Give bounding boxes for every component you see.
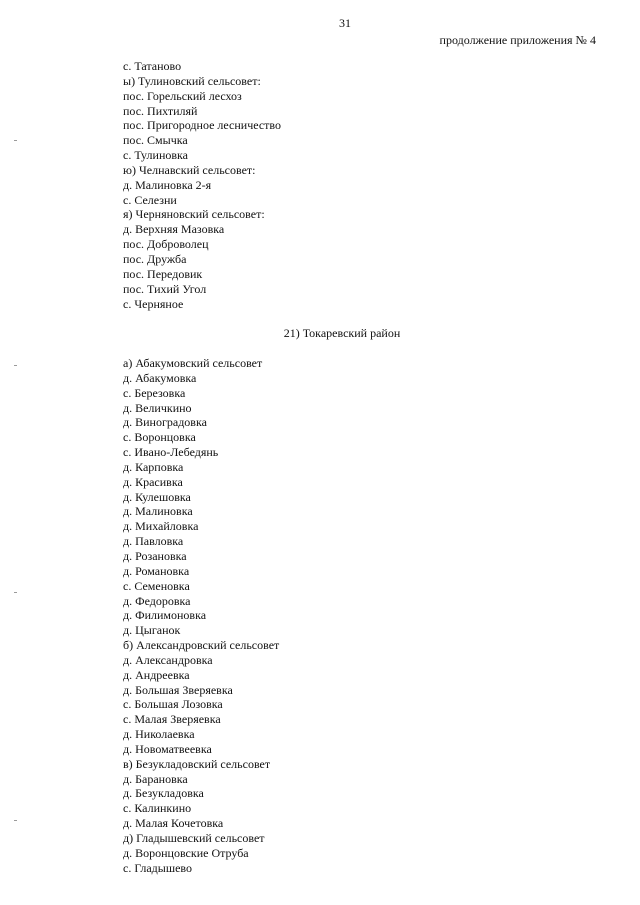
settlement-list-top	[123, 59, 281, 311]
scan-margin-mark	[14, 820, 17, 821]
list-item: д. Красивка	[123, 474, 183, 489]
list-item: с. Воронцовка	[123, 430, 196, 445]
list-item: с. Калинкино	[123, 801, 192, 816]
page-number: 31	[339, 16, 351, 30]
list-item: д. Андреевка	[123, 667, 190, 682]
list-item: д. Виноградовка	[123, 415, 207, 430]
list-item: д. Малиновка	[123, 504, 193, 519]
list-item: д. Кулешовка	[123, 489, 191, 504]
list-item: д) Гладышевский сельсовет	[123, 831, 265, 845]
list-item: с. Черняное	[123, 296, 184, 311]
list-item: д. Николаевка	[123, 727, 195, 742]
list-item: в) Безукладовский сельсовет	[123, 756, 271, 771]
list-item: д. Воронцовские Отруба	[123, 845, 249, 860]
list-item: д. Александровка	[123, 652, 213, 667]
list-item: д. Барановка	[123, 771, 188, 786]
list-item: д. Большая Зверяевка	[123, 682, 233, 697]
scan-margin-mark	[14, 592, 17, 593]
continuation-note: продолжение приложения № 4	[439, 33, 596, 47]
list-item: пос. Пригородное лесничество	[123, 118, 282, 133]
list-item: д. Малая Кочетовка	[123, 816, 224, 831]
list-item: д. Безукладовка	[123, 786, 204, 801]
section-heading: 21) Токаревский район	[283, 326, 401, 340]
list-item: д. Цыганок	[123, 623, 181, 638]
settlement-list-bottom	[123, 356, 279, 876]
scan-margin-mark	[14, 140, 17, 141]
list-item: д. Новоматвеевка	[123, 741, 212, 756]
list-item: д. Величкино	[123, 400, 192, 415]
list-item: пос. Тихий Угол	[123, 281, 207, 296]
scan-margin-mark	[14, 365, 17, 366]
list-item: пос. Доброволец	[123, 237, 209, 252]
list-item: с. Березовка	[123, 385, 186, 400]
list-item: д. Карповка	[123, 459, 184, 474]
list-item: д. Абакумовка	[123, 370, 197, 385]
list-item: д. Розановка	[123, 548, 187, 563]
list-item: д. Федоровка	[123, 593, 191, 608]
list-item: с. Селезни	[123, 192, 177, 207]
list-item: с. Гладышево	[123, 860, 192, 875]
list-item: д. Романовка	[123, 563, 190, 578]
list-item: ю) Челнавский сельсовет:	[123, 162, 256, 177]
list-item: а) Абакумовский сельсовет	[123, 356, 263, 370]
list-item: д. Малиновка 2-я	[123, 177, 212, 192]
list-item: с. Ивано-Лебедянь	[123, 445, 219, 460]
list-item: ы) Тулиновский сельсовет:	[123, 73, 261, 88]
list-item: я) Черняновский сельсовет:	[123, 207, 265, 222]
list-item: пос. Горельский лесхоз	[123, 88, 242, 103]
list-item: с. Малая Зверяевка	[123, 712, 221, 727]
list-item: с. Татаново	[123, 59, 182, 73]
list-item: с. Семеновка	[123, 578, 190, 593]
list-item: б) Александровский сельсовет	[123, 638, 280, 653]
list-item: пос. Дружба	[123, 251, 187, 266]
list-item: с. Большая Лозовка	[123, 697, 223, 712]
list-item: пос. Смычка	[123, 133, 188, 148]
list-item: пос. Передовик	[123, 266, 203, 281]
list-item: д. Михайловка	[123, 519, 199, 534]
list-item: д. Верхняя Мазовка	[123, 222, 225, 237]
list-item: д. Филимоновка	[123, 608, 207, 623]
list-item: с. Тулиновка	[123, 148, 189, 163]
list-item: пос. Пихтиляй	[123, 103, 198, 118]
list-item: д. Павловка	[123, 534, 184, 549]
